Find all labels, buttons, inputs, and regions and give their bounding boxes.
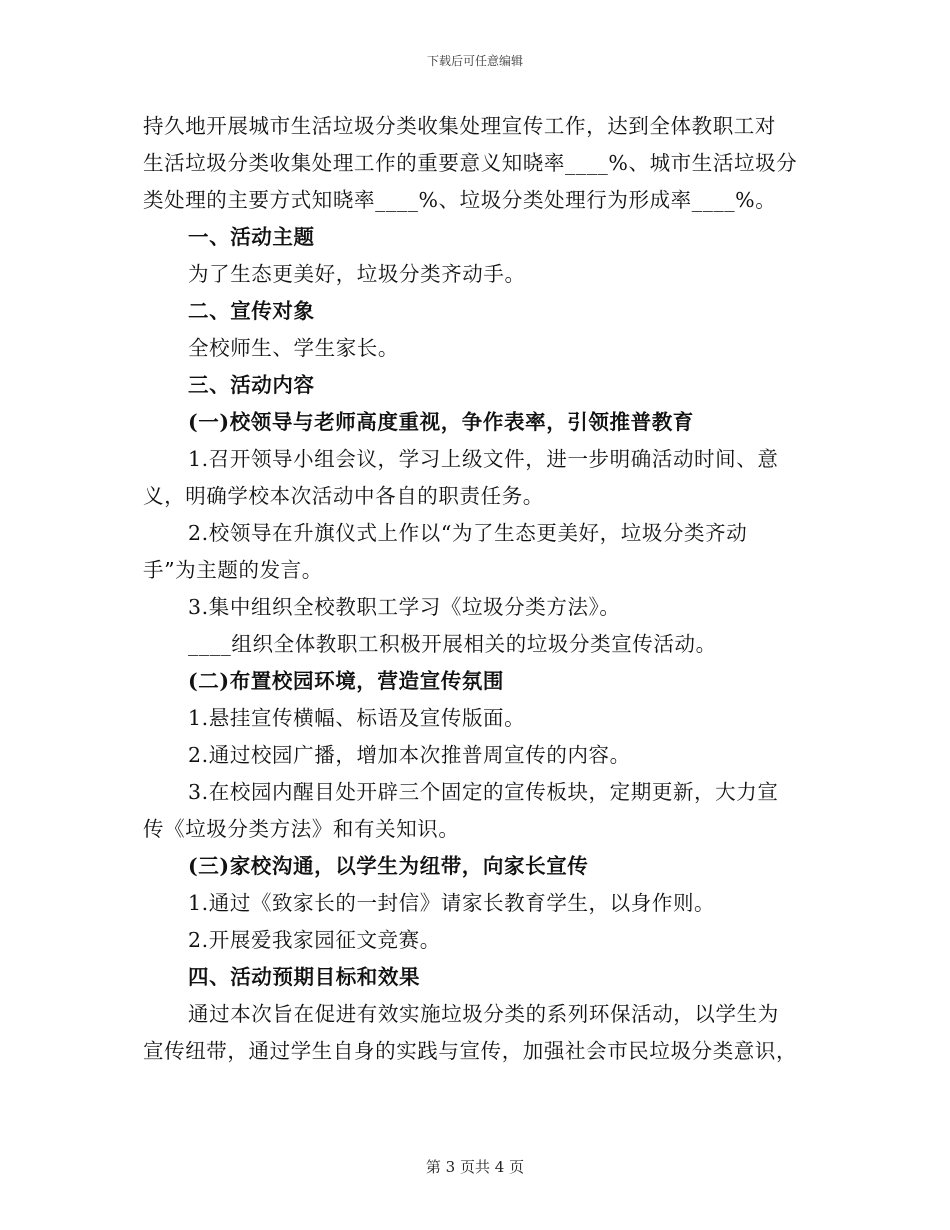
paragraph-line: 1.通过《致家长的一封信》请家长教育学生，以身作则。 — [188, 891, 716, 915]
paragraph-line: 1.召开领导小组会议，学习上级文件，进一步明确活动时间、意 — [188, 447, 779, 471]
section-heading: (二)布置校园环境，营造宣传氛围 — [188, 669, 504, 693]
section-heading: 二、宣传对象 — [188, 299, 315, 323]
page-header: 下载后可任意编辑 — [426, 54, 523, 68]
paragraph-line: 全校师生、学生家长。 — [188, 336, 399, 360]
paragraph-line: 宣传纽带，通过学生自身的实践与宣传，加强社会市民垃圾分类意识， — [143, 1039, 798, 1063]
paragraph-line: 2.通过校园广播，增加本次推普周宣传的内容。 — [188, 743, 631, 767]
paragraph-line: 手”为主题的发言。 — [143, 558, 323, 582]
paragraph-line: 2.开展爱我家园征文竞赛。 — [188, 928, 441, 952]
paragraph-line: 持久地开展城市生活垃圾分类收集处理宣传工作，达到全体教职工对 — [143, 114, 776, 138]
section-heading: 一、活动主题 — [188, 225, 315, 249]
document-body — [143, 108, 811, 1070]
section-heading: (三)家校沟通，以学生为纽带，向家长宣传 — [188, 854, 589, 878]
paragraph-line: 2.校领导在升旗仪式上作以“为了生态更美好，垃圾分类齐动 — [188, 521, 748, 545]
paragraph-line: 3.集中组织全校教职工学习《垃圾分类方法》。 — [188, 595, 621, 619]
paragraph-line: 通过本次旨在促进有效实施垃圾分类的系列环保活动，以学生为 — [188, 1002, 779, 1026]
paragraph-line: 1.悬挂宣传横幅、标语及宣传版面。 — [188, 706, 526, 730]
section-heading: 三、活动内容 — [188, 373, 315, 397]
paragraph-line: 义，明确学校本次活动中各自的职责任务。 — [143, 484, 544, 508]
paragraph-line: 为了生态更美好，垃圾分类齐动手。 — [188, 262, 526, 286]
paragraph-line: 类处理的主要方式知晓率____%、垃圾分类处理行为形成率____%。 — [143, 188, 777, 212]
paragraph-line: ____组织全体教职工积极开展相关的垃圾分类宣传活动。 — [188, 632, 717, 656]
paragraph-line: 3.在校园内醒目处开辟三个固定的宣传板块，定期更新，大力宣 — [188, 780, 779, 804]
section-heading: (一)校领导与老师高度重视，争作表率，引领推普教育 — [188, 410, 694, 434]
section-heading: 四、活动预期目标和效果 — [188, 965, 421, 989]
paragraph-line: 生活垃圾分类收集处理工作的重要意义知晓率____%、城市生活垃圾分 — [143, 151, 798, 175]
page-number: 第 3 页共 4 页 — [425, 1158, 525, 1176]
paragraph-line: 传《垃圾分类方法》和有关知识。 — [143, 817, 460, 841]
